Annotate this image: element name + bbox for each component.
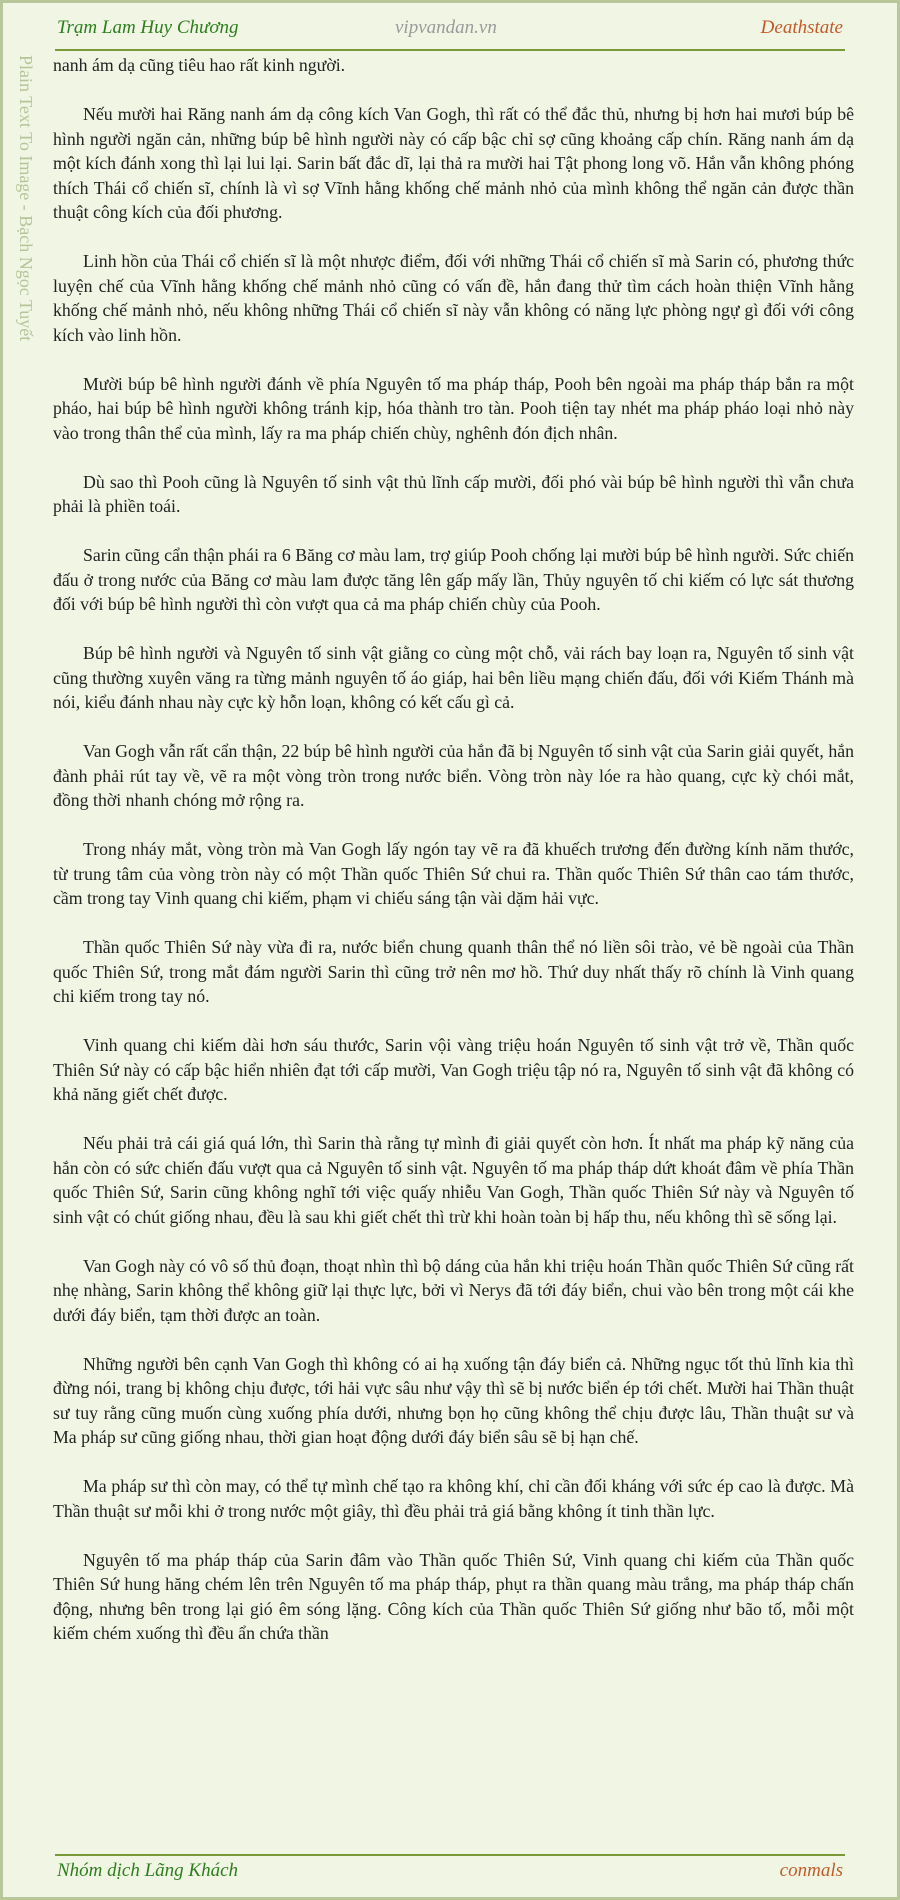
- chapter-body: [53, 53, 854, 1849]
- paragraph: Thần quốc Thiên Sứ này vừa đi ra, nước biển chung quanh thân thể nó liền sôi trào, vẻ bề ngoài của Thần quốc Thiên Sứ, trong mắt đám người Sarin thì cũng trở nên mơ hồ. Thứ duy nhất thấy rõ chính là Vinh quang chi kiếm trong tay nó.: [53, 937, 854, 1006]
- page-header: [55, 13, 845, 51]
- paragraph: Những người bên cạnh Van Gogh thì không có ai hạ xuống tận đáy biển cả. Những ngục tốt thủ lĩnh kia thì đừng nói, trang bị không chịu được, tới hải vực sâu như vậy thì sẽ bị nước biển ép tới chết. Mười hai Thần thuật sư tuy rằng cũng muốn cùng xuống phía dưới, nhưng bọn họ cũng không thể chịu được lâu, Thần thuật sư và Ma pháp sư cũng giống nhau, thời gian hoạt động dưới đáy biển sâu sẽ bị hạn chế.: [53, 1353, 854, 1447]
- paragraph: Ma pháp sư thì còn may, có thể tự mình chế tạo ra không khí, chỉ cần đối kháng với sức ép cao là được. Mà Thần thuật sư mỗi khi ở trong nước một giây, thì đều phải trả giá bằng không ít tinh thần lực.: [53, 1476, 854, 1521]
- paragraph: Búp bê hình người và Nguyên tố sinh vật giằng co cùng một chỗ, vải rách bay loạn ra, Nguyên tố sinh vật cũng thường xuyên văng ra từng mảnh nguyên tố áo giáp, hai bên liều mạng chiến đấu, đối với Kiếm Thánh mà nói, kiểu đánh nhau này cực kỳ hỗn loạn, không có kết cấu gì cả.: [53, 643, 854, 712]
- paragraph: Mười búp bê hình người đánh về phía Nguyên tố ma pháp tháp, Pooh bên ngoài ma pháp tháp bắn ra một pháo, hai búp bê hình người không tránh kịp, hóa thành tro tàn. Pooh tiện tay nhét ma pháp pháo loại nhỏ này vào trong thân thể của mình, lấy ra ma pháp chiến chùy, nghênh đón địch nhân.: [53, 373, 854, 443]
- header-site-name: Trạm Lam Huy Chương: [57, 17, 239, 38]
- paragraph: Dù sao thì Pooh cũng là Nguyên tố sinh vật thủ lĩnh cấp mười, đối phó vài búp bê hình người thì vẫn chưa phải là phiền toái.: [53, 471, 854, 516]
- paragraph: Van Gogh vẫn rất cẩn thận, 22 búp bê hình người của hắn đã bị Nguyên tố sinh vật của Sarin giải quyết, hắn đành phải rút tay về, vẽ ra một vòng tròn trong nước biển. Vòng tròn này lóe ra hào quang, cực kỳ chói mắt, đồng thời nhanh chóng mở rộng ra.: [53, 741, 854, 810]
- paragraph: Trong nháy mắt, vòng tròn mà Van Gogh lấy ngón tay vẽ ra đã khuếch trương đến đường kính năm thước, từ trung tâm của vòng tròn này có một Thần quốc Thiên Sứ chui ra. Thần quốc Thiên Sứ thân cao tám thước, cầm trong tay Vinh quang chi kiếm, phạm vi chiếu sáng tận vài dặm hải vực.: [53, 839, 854, 908]
- footer-editor: conmals: [779, 1860, 843, 1881]
- paragraph: Nếu mười hai Răng nanh ám dạ công kích Van Gogh, thì rất có thể đắc thủ, nhưng bị hơn hai mươi búp bê hình người ngăn cản, những búp bê hình người này có cấp bậc chỉ sợ cũng khoảng cấp chín. Răng nanh ám dạ một kích đánh xong thì lại lui lại. Sarin bất đắc dĩ, lại thả ra mười hai Tật phong long võ. Hắn vẫn không phóng thích Thái cổ chiến sĩ, chính là vì sợ Vĩnh hằng khống chế mảnh nhỏ của mình không thể ngăn cản được thần thuật công kích của đối phương.: [53, 104, 854, 222]
- paragraph: Vinh quang chi kiếm dài hơn sáu thước, Sarin vội vàng triệu hoán Nguyên tố sinh vật trở về, Thần quốc Thiên Sứ này có cấp bậc hiển nhiên đạt tới cấp mười, Van Gogh triệu tập nó ra, Nguyên tố sinh vật đã không có khả năng giết chết được.: [53, 1035, 854, 1104]
- header-site-url: vipvandan.vn: [395, 17, 497, 38]
- paragraph: Linh hồn của Thái cổ chiến sĩ là một nhược điểm, đối với những Thái cổ chiến sĩ mà Sarin có, phương thức luyện chế của Vĩnh hằng khống chế mảnh nhỏ cũng có vấn đề, hắn đang thử tìm cách hoàn thiện Vĩnh hằng khống chế mảnh nhỏ, nếu không những Thái cổ chiến sĩ này vẫn không có năng lực phòng ngự gì đối với công kích vào linh hồn.: [53, 251, 854, 345]
- header-author: Deathstate: [760, 17, 843, 38]
- page-footer: [55, 1854, 845, 1892]
- side-watermark-label: Plain Text To Image - Bạch Ngọc Tuyết: [16, 55, 36, 342]
- paragraph: Van Gogh này có vô số thủ đoạn, thoạt nhìn thì bộ dáng của hắn khi triệu hoán Thần quốc Thiên Sứ cũng rất nhẹ nhàng, Sarin không thể không giữ lại thực lực, bởi vì Nerys đã tới đáy biển, chui vào bên trong một cái khe dưới đáy biển, tạm thời được an toàn.: [53, 1255, 854, 1325]
- paragraph: nanh ám dạ cũng tiêu hao rất kinh người.: [53, 55, 346, 75]
- footer-translator-group: Nhóm dịch Lãng Khách: [57, 1860, 239, 1881]
- paragraph: Nguyên tố ma pháp tháp của Sarin đâm vào Thần quốc Thiên Sứ, Vinh quang chi kiếm của Thần quốc Thiên Sứ hung hăng chém lên trên Nguyên tố ma pháp tháp, phụt ra thần quang màu trắng, ma pháp tháp chấn động, nhưng bên trong lại gió êm sóng lặng. Công kích của Thần quốc Thiên Sứ giống như bão tố, mỗi một kiếm chém xuống thì đều ẩn chứa thần: [53, 1549, 854, 1643]
- paragraph: Nếu phải trả cái giá quá lớn, thì Sarin thà rằng tự mình đi giải quyết còn hơn. Ít nhất ma pháp kỹ năng của hắn còn có sức chiến đấu vượt qua cả Nguyên tố sinh vật. Nguyên tố ma pháp tháp dứt khoát đâm về phía Thần quốc Thiên Sứ, Sarin cũng không nghĩ tới việc quấy nhiễu Van Gogh, Thần quốc Thiên Sứ này và Nguyên tố sinh vật có chút giống nhau, đều là sau khi giết chết thì trừ khi hoàn toàn bị hấp thu, nếu không thì sẽ sống lại.: [53, 1133, 854, 1227]
- paragraph: Sarin cũng cẩn thận phái ra 6 Băng cơ màu lam, trợ giúp Pooh chống lại mười búp bê hình người. Sức chiến đấu ở trong nước của Băng cơ màu lam được tăng lên gấp mấy lần, Thủy nguyên tố chi kiếm có lực sát thương đối với búp bê hình người thì còn vượt qua cả ma pháp chiến chùy của Pooh.: [53, 545, 854, 614]
